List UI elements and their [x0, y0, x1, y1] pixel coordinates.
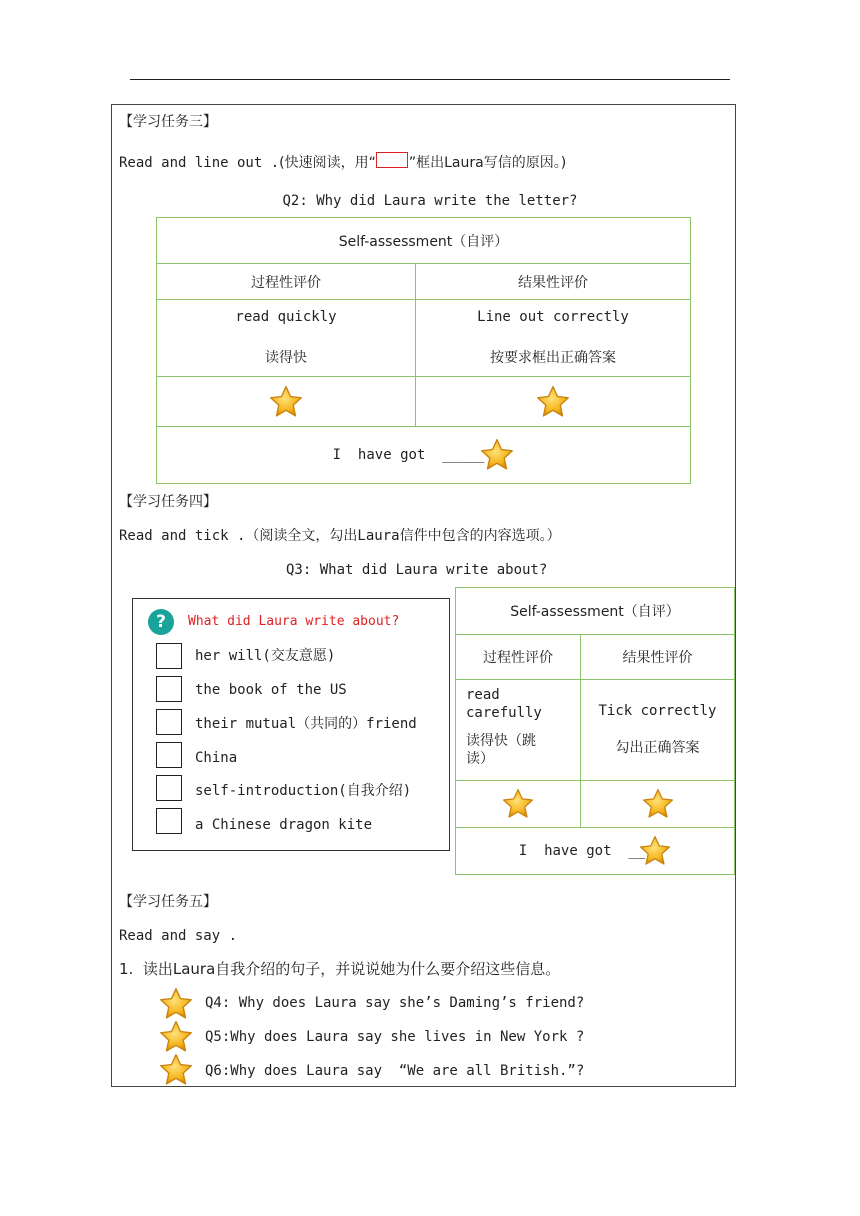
- task3-instruction-cn-b: ”框出Laura写信的原因。): [408, 155, 567, 171]
- task4-col1-en-a: read: [466, 687, 500, 703]
- task3-col2-cn: 按要求框出正确答案: [490, 350, 616, 366]
- task4-got-cell: [456, 828, 735, 875]
- task4-col2-cn: 勾出正确答案: [615, 740, 700, 756]
- task3-got-cell: [157, 427, 691, 484]
- task3-instruction: [119, 152, 566, 173]
- option-label-6: a Chinese dragon kite: [195, 817, 373, 833]
- task4-heading: 【学习任务四】: [119, 494, 217, 510]
- task4-assessment-table: [455, 587, 735, 875]
- task4-instruction: Read and tick .（阅读全文，勾出Laura信件中包含的内容选项。）: [119, 528, 561, 544]
- task3-col1-head: 过程性评价: [157, 264, 416, 300]
- task3-col1-en: read quickly: [235, 309, 337, 325]
- task3-col2-desc: [416, 300, 691, 377]
- task3-table-title: Self-assessment（自评）: [157, 218, 691, 264]
- task5-item1: 1. 读出Laura自我介绍的句子，并说说她为什么要介绍这些信息。: [119, 960, 561, 978]
- option-label-4: China: [195, 750, 238, 766]
- option-label-3: their mutual（共同的）friend: [195, 716, 417, 732]
- task5-instruction: Read and say .: [119, 928, 238, 944]
- header-rule: [130, 79, 730, 80]
- help-icon: ?: [148, 609, 174, 635]
- task4-box-title: What did Laura write about?: [188, 614, 400, 629]
- task4-col1-head: 过程性评价: [456, 635, 581, 680]
- star-icon: [536, 385, 570, 419]
- checkbox-option-6[interactable]: [156, 808, 182, 834]
- star-icon: [159, 987, 193, 1021]
- checkbox-option-5[interactable]: [156, 775, 182, 801]
- task3-star-cell-2[interactable]: [416, 377, 691, 427]
- task3-assessment-table: [156, 217, 691, 484]
- star-icon: [159, 1020, 193, 1054]
- task3-col2-en: Line out correctly: [477, 309, 629, 325]
- task5-question-q5: Q5:Why does Laura say she lives in New York ?: [205, 1029, 585, 1045]
- red-box-icon: [376, 152, 408, 168]
- task4-got-text: I have got __: [518, 843, 646, 859]
- task4-col2-head: 结果性评价: [581, 635, 735, 680]
- checkbox-option-1[interactable]: [156, 643, 182, 669]
- task4-col2-en: Tick correctly: [598, 703, 717, 719]
- task3-star-cell-1[interactable]: [157, 377, 416, 427]
- task3-got-text: I have got _____: [332, 447, 485, 463]
- option-label-1: her will(交友意愿): [195, 648, 336, 664]
- task4-col2-desc: [581, 680, 735, 781]
- task3-col2-head: 结果性评价: [416, 264, 691, 300]
- task4-star-cell-1[interactable]: [456, 781, 581, 828]
- star-icon: [480, 438, 514, 472]
- star-icon: [642, 788, 674, 820]
- checkbox-option-3[interactable]: [156, 709, 182, 735]
- task4-col1-cn-a: 读得快（跳: [466, 733, 536, 749]
- task3-heading: 【学习任务三】: [119, 114, 217, 130]
- star-icon: [269, 385, 303, 419]
- checkbox-option-4[interactable]: [156, 742, 182, 768]
- option-label-2: the book of the US: [195, 682, 347, 698]
- star-icon: [502, 788, 534, 820]
- task5-heading: 【学习任务五】: [119, 894, 217, 910]
- task3-col1-cn: 读得快: [265, 350, 307, 366]
- task3-instruction-cn-a: (快速阅读，用“: [279, 155, 376, 171]
- task5-question-q6: Q6:Why does Laura say “We are all British.”?: [205, 1063, 585, 1079]
- task3-col1-desc: [157, 300, 416, 377]
- task4-question: Q3: What did Laura write about?: [286, 562, 548, 578]
- task3-instruction-en: Read and line out .: [119, 155, 280, 171]
- task3-question: Q2: Why did Laura write the letter?: [282, 193, 578, 209]
- star-icon: [159, 1053, 193, 1087]
- task4-star-cell-2[interactable]: [581, 781, 735, 828]
- task5-question-q4: Q4: Why does Laura say she’s Daming’s friend?: [205, 995, 585, 1011]
- option-label-5: self-introduction(自我介绍): [195, 783, 412, 799]
- checkbox-option-2[interactable]: [156, 676, 182, 702]
- task4-table-title: Self-assessment（自评）: [456, 588, 735, 635]
- task4-col1-en-b: carefully: [466, 705, 542, 721]
- star-icon: [639, 835, 671, 867]
- task4-col1-cn-b: 读）: [466, 751, 494, 767]
- task4-col1-desc: [456, 680, 581, 781]
